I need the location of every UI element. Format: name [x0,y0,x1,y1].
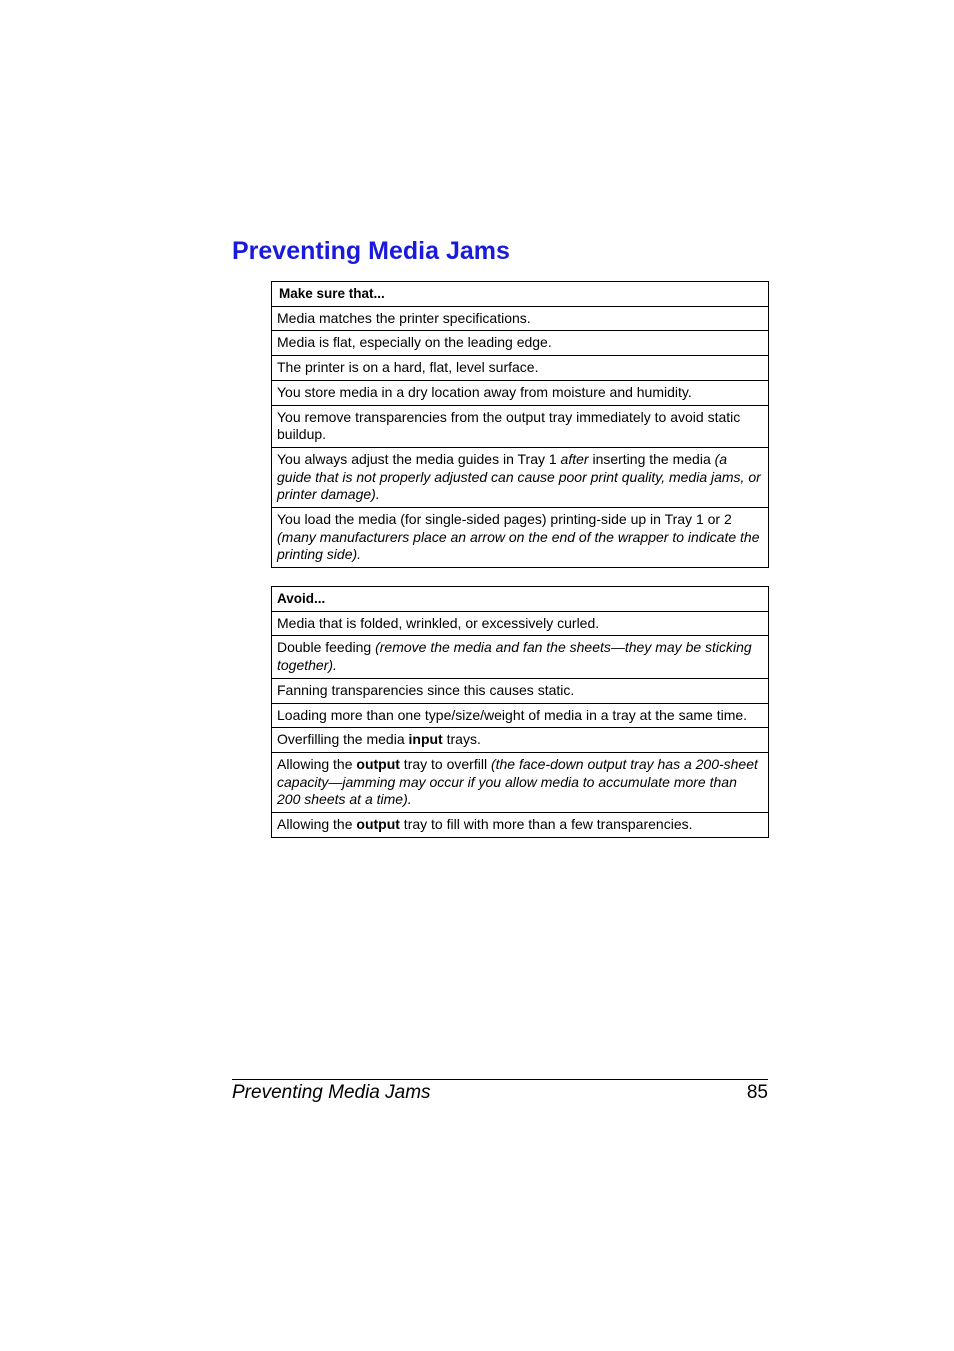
make-sure-row [272,447,769,507]
bold-text: input [408,731,443,748]
make-sure-row [272,306,769,331]
italic-text: (the face-down output tray has a 200-sheet capacity—jamming may occur if you allow media to accumulate more than 200 sheets at a time). [277,755,758,808]
make-sure-row [272,356,769,381]
cell-text: Double feeding [277,639,376,656]
make-sure-row [272,380,769,405]
make-sure-cell [272,405,769,447]
avoid-cell [272,813,769,838]
avoid-header-row [272,587,769,612]
make-sure-cell [272,306,769,331]
make-sure-header: Make sure that... [272,282,769,307]
cell-text: The printer is on a hard, flat, level surface. [277,359,539,376]
cell-text: Media matches the printer specifications. [277,309,531,326]
make-sure-cell [272,331,769,356]
avoid-row [272,703,769,728]
avoid-cell [272,611,769,636]
make-sure-cell [272,508,769,568]
make-sure-header-row [272,282,769,307]
avoid-cell [272,703,769,728]
make-sure-row [272,508,769,568]
make-sure-row [272,405,769,447]
cell-text: Loading more than one type/size/weight of media in a tray at the same time. [277,706,748,723]
make-sure-table [271,281,769,568]
avoid-cell [272,728,769,753]
avoid-row [272,636,769,678]
cell-text: Media is flat, especially on the leading edge. [277,334,552,351]
avoid-cell [272,752,769,812]
avoid-cell [272,678,769,703]
avoid-cell [272,636,769,678]
make-sure-cell [272,447,769,507]
cell-text: tray to overfill [399,755,491,772]
cell-text: Overfilling the media [277,731,409,748]
avoid-row [272,678,769,703]
italic-text: (many manufacturers place an arrow on the end of the wrapper to indicate the printing side). [277,528,760,563]
make-sure-row [272,331,769,356]
cell-text: inserting the media [588,450,715,467]
cell-text: tray to fill with more than a few transparencies. [399,816,693,833]
cell-text: Fanning transparencies since this causes static. [277,681,575,698]
cell-text: Allowing the [277,755,357,772]
footer-title: Preventing Media Jams [232,1082,431,1103]
avoid-table-body [272,587,769,838]
bold-text: output [356,755,400,772]
page-title: Preventing Media Jams [232,237,510,265]
avoid-row [272,752,769,812]
avoid-table [271,586,769,838]
cell-text: You load the media (for single-sided pages) printing-side up in Tray 1 or 2 [277,511,732,528]
avoid-row [272,728,769,753]
make-sure-table-body [272,282,769,568]
italic-text: (remove the media and fan the sheets—they may be sticking together). [277,639,752,674]
cell-text: You remove transparencies from the output tray immediately to avoid static buildup. [277,408,741,443]
avoid-row [272,813,769,838]
footer-page-number: 85 [746,1082,768,1103]
cell-text: You store media in a dry location away from moisture and humidity. [277,383,692,400]
make-sure-cell [272,380,769,405]
italic-text: (a guide that is not properly adjusted can cause poor print quality, media jams, or printer damage). [277,450,761,503]
footer-divider [232,1079,768,1080]
cell-text: Media that is folded, wrinkled, or excessively curled. [277,614,600,631]
cell-text: Allowing the [277,816,357,833]
cell-text: You always adjust the media guides in Tray 1 [277,450,561,467]
cell-text: trays. [442,731,481,748]
make-sure-cell [272,356,769,381]
avoid-row [272,611,769,636]
bold-text: output [356,816,400,833]
italic-text: after [560,450,589,467]
avoid-header: Avoid... [272,587,769,612]
